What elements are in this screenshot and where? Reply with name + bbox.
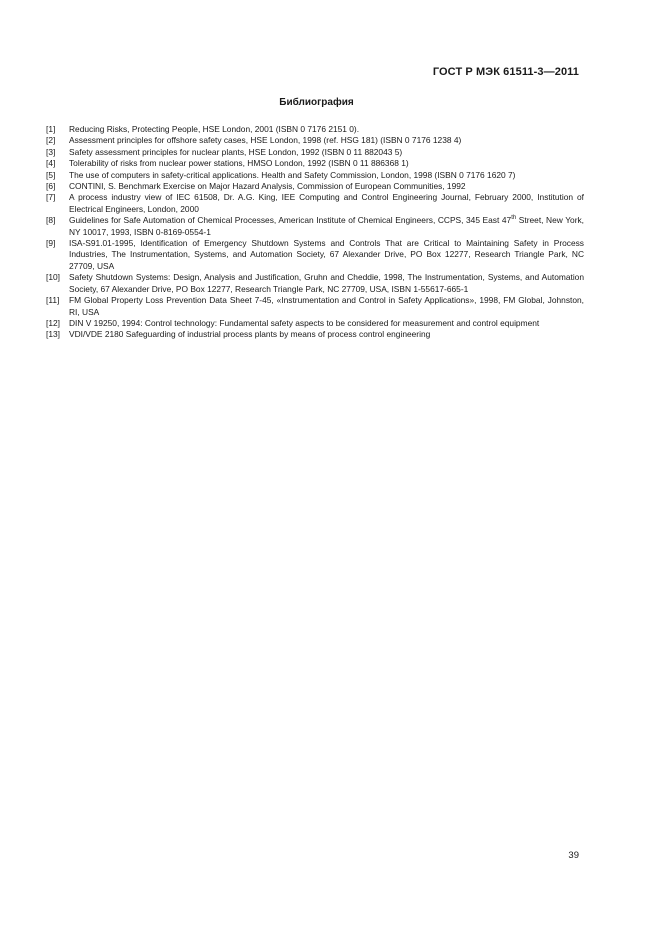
- bibliography-entry: [46, 158, 584, 169]
- entry-number: [12]: [46, 317, 60, 328]
- entry-text-part: Street, New York, NY 10017, 1993, ISBN 0-8169-0554-1: [69, 215, 585, 237]
- bibliography-title: Библиография: [279, 97, 354, 108]
- bibliography-entry: [46, 329, 584, 340]
- entry-text: A process industry view of IEC 61508, Dr. A.G. King, IEE Computing and Control Engineering Journal, February 2000, Institution of Electrical Engineers, London, 2000: [69, 192, 584, 214]
- entry-number: [6]: [46, 181, 56, 192]
- bibliography-entry: [46, 135, 584, 146]
- entry-text: Safety Shutdown Systems: Design, Analysis and Justification, Gruhn and Cheddie, 1998, The Instrumentation, Systems, and Automation Society, 67 Alexander Drive, PO Box 12277, Research Triangle Park, NC 27709, USA, ISBN 1-55617-665-1: [69, 272, 584, 294]
- entry-text: Tolerability of risks from nuclear power stations, HMSO London, 1992 (ISBN 0 11 886368 1): [69, 158, 409, 169]
- entry-text: FM Global Property Loss Prevention Data Sheet 7-45, «Instrumentation and Control in Safety Applications», 1998, FM Global, Johnston, RI, USA: [69, 295, 584, 317]
- entry-text: Assessment principles for offshore safety cases, HSE London, 1998 (ref. HSG 181) (ISBN 0 7176 1238 4): [69, 135, 462, 146]
- bibliography-entry: [46, 238, 584, 272]
- entry-text: CONTINI, S. Benchmark Exercise on Major Hazard Analysis, Commission of European Communities, 1992: [69, 181, 466, 192]
- page-number: 39: [568, 850, 579, 861]
- entry-text: VDI/VDE 2180 Safeguarding of industrial process plants by means of process control engineering: [69, 329, 431, 340]
- entry-number: [10]: [46, 272, 60, 283]
- entry-number: [1]: [46, 124, 56, 134]
- bibliography-entry: [46, 215, 584, 238]
- entry-number: [13]: [46, 329, 60, 340]
- entry-number: [7]: [46, 192, 56, 203]
- bibliography-entry: [46, 147, 584, 158]
- bibliography-entry: [46, 272, 584, 295]
- entry-text: The use of computers in safety-critical applications. Health and Safety Commission, London, 1998 (ISBN 0 7176 1620 7): [69, 169, 516, 180]
- entry-number: [4]: [46, 158, 56, 169]
- entry-text: [69, 215, 584, 238]
- entry-number: [5]: [46, 169, 56, 180]
- bibliography-entry: [46, 318, 584, 329]
- bibliography-entry: [46, 181, 584, 192]
- entry-number: [11]: [46, 295, 60, 306]
- entry-number: [2]: [46, 135, 56, 146]
- bibliography-entry: [46, 192, 584, 215]
- entry-number: [8]: [46, 215, 56, 226]
- entry-text: DIN V 19250, 1994: Control technology: Fundamental safety aspects to be considered for measurement and control equipment: [69, 317, 540, 328]
- bibliography-entry: [46, 170, 584, 181]
- ordinal-suffix: th: [511, 215, 517, 222]
- entry-text: ISA-S91.01-1995, Identification of Emergency Shutdown Systems and Controls That are Critical to Maintaining Safety in Process Industries, The Instrumentation, Systems, and Automation Society, 67 Alexander Drive, PO Box 12277, Research Triangle Park, NC 27709, USA: [69, 238, 584, 271]
- bibliography-list: [46, 124, 584, 341]
- standard-designation: ГОСТ Р МЭК 61511-3—2011: [432, 66, 579, 78]
- bibliography-entry: [46, 124, 584, 135]
- entry-number: [9]: [46, 238, 56, 249]
- entry-text: Reducing Risks, Protecting People, HSE London, 2001 (ISBN 0 7176 2151 0).: [69, 124, 360, 134]
- bibliography-entry: [46, 295, 584, 318]
- entry-number: [3]: [46, 146, 56, 157]
- entry-text: Safety assessment principles for nuclear plants, HSE London, 1992 (ISBN 0 11 882043 5): [69, 146, 403, 157]
- entry-text-part: Guidelines for Safe Automation of Chemical Processes, American Institute of Chemical Engineers, CCPS, 345 East 47: [69, 215, 512, 226]
